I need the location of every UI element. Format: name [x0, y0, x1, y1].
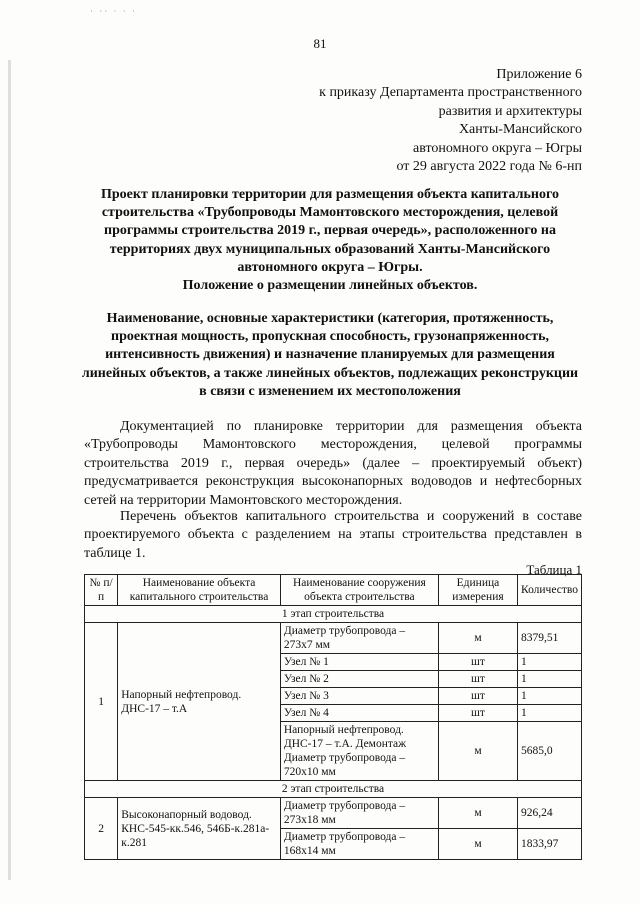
unit: шт: [438, 705, 517, 722]
structure-name: Диаметр трубопровода – 273х18 мм: [280, 798, 438, 829]
unit: шт: [438, 671, 517, 688]
quantity: 926,24: [517, 798, 581, 829]
paragraph-1: [84, 418, 582, 510]
quantity: 1: [517, 705, 581, 722]
unit: м: [438, 623, 517, 654]
quantity: 1: [517, 688, 581, 705]
appendix-line: автономного округа – Югры: [413, 140, 582, 156]
structure-name: Узел № 3: [280, 688, 438, 705]
structure-name: Узел № 1: [280, 654, 438, 671]
appendix-line: Ханты-Мансийского: [458, 122, 582, 138]
stage-row: 2 этап строительства: [85, 781, 582, 798]
table-row: [85, 798, 582, 829]
scan-edge-shadow: [8, 60, 11, 880]
quantity: 1833,97: [517, 829, 581, 860]
structure-name: Напорный нефтепровод. ДНС-17 – т.А. Демонтаж Диаметр трубопровода – 720х10 мм: [280, 722, 438, 781]
table-header: Количество: [517, 575, 581, 606]
object-name: Напорный нефтепровод. ДНС-17 – т.А: [118, 623, 281, 781]
section-heading: Наименование, основные характеристики (категория, протяженность, проектная мощность, пропускная способность, грузонапряженность, интенсивность движения) и назначение планируемых для размещения линейных объектов, а также линейных объектов, подлежащих реконструкции в связи с изменением их местоположения: [81, 311, 579, 399]
table-header-row: [85, 575, 582, 606]
quantity: 1: [517, 654, 581, 671]
paragraph-1-text: Документацией по планировке территории для размещения объекта «Трубопроводы Мамонтовского месторождения, целевой программы строительства 2019 г., первая очередь» (далее – проектируемый объект) предусматривается реконструкция высоконапорных водоводов и нефтесборных сетей на территории Мамонтовского месторождения.: [84, 419, 582, 508]
unit: м: [438, 722, 517, 781]
appendix-line: развития и архитектуры: [438, 103, 582, 119]
unit: м: [438, 798, 517, 829]
title-line-2: Положение о размещении линейных объектов.: [182, 278, 478, 294]
appendix-header: [252, 66, 582, 176]
row-number: 2: [85, 798, 118, 860]
unit: м: [438, 829, 517, 860]
unit: шт: [438, 654, 517, 671]
table-header: № п/п: [85, 575, 118, 606]
appendix-line: к приказу Департамента пространственного: [319, 85, 582, 101]
paragraph-2-text: Перечень объектов капитального строительства и сооружений в составе проектируемого объекта с разделением на этапы строительства представлен в таблице 1.: [84, 509, 582, 561]
row-number: 1: [85, 623, 118, 781]
structure-name: Диаметр трубопровода – 273х7 мм: [280, 623, 438, 654]
page-number: 81: [313, 36, 327, 51]
table-header: Наименование объекта капитального строительства: [118, 575, 281, 606]
quantity: 8379,51: [517, 623, 581, 654]
structure-name: Диаметр трубопровода – 168х14 мм: [280, 829, 438, 860]
appendix-line: от 29 августа 2022 года № 6-нп: [396, 159, 582, 175]
title-text: Проект планировки территории для размещения объекта капитального строительства «Трубопроводы Мамонтовского месторождения, целевой программы строительства 2019 г., первая очередь», расположенного на территориях двух муниципальных образований Ханты-Мансийского автономного округа – Югры.: [100, 187, 560, 275]
table-header: Наименование сооружения объекта строительства: [280, 575, 438, 606]
table-header: Единица измерения: [438, 575, 517, 606]
document-title: [78, 186, 582, 295]
object-name: Высоконапорный водовод. КНС-545-кк.546, 546Б-к.281а-к.281: [118, 798, 281, 860]
table-row: [85, 623, 582, 654]
quantity: 5685,0: [517, 722, 581, 781]
appendix-line: Приложение 6: [496, 67, 582, 82]
objects-table: [84, 574, 582, 860]
unit: шт: [438, 688, 517, 705]
structure-name: Узел № 4: [280, 705, 438, 722]
structure-name: Узел № 2: [280, 671, 438, 688]
paragraph-2: [84, 508, 582, 563]
scan-noise: · ·· · · ·: [90, 6, 137, 16]
table-caption: Таблица 1: [526, 562, 582, 577]
stage-row: 1 этап строительства: [85, 606, 582, 623]
quantity: 1: [517, 671, 581, 688]
